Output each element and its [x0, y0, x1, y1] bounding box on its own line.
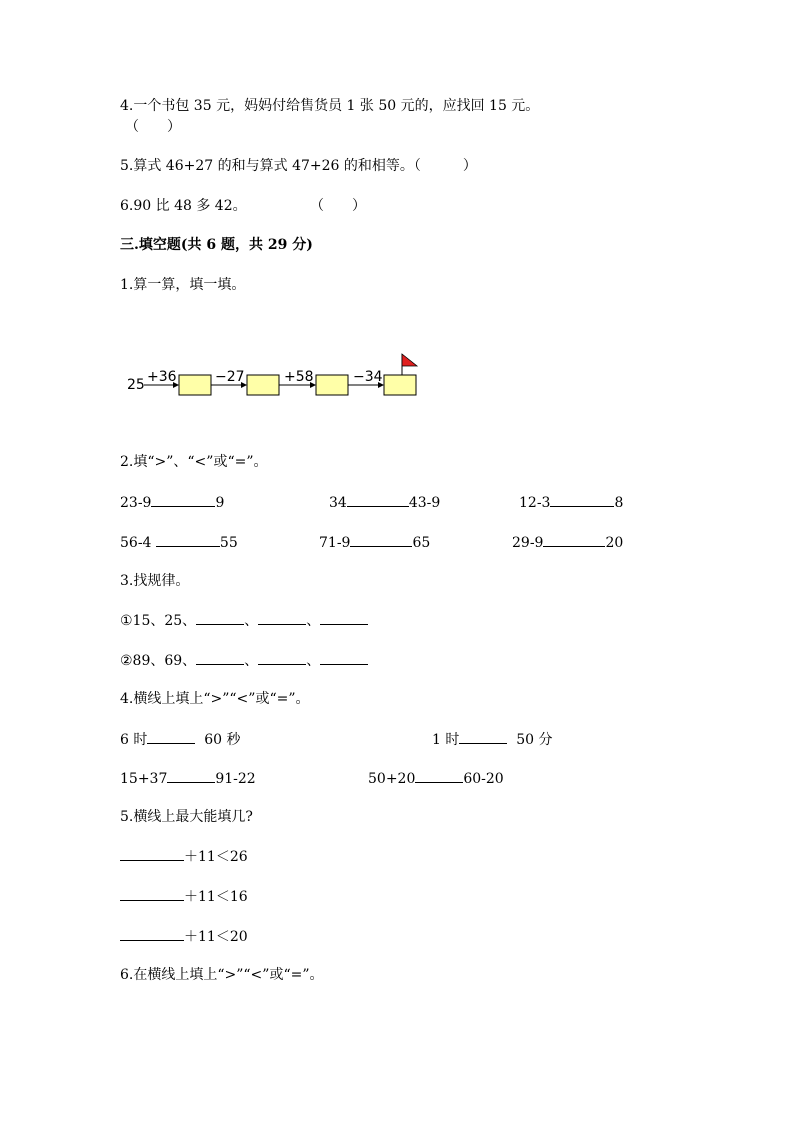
- pattern-blank[interactable]: [320, 611, 368, 625]
- compare-item: 50+20 60-20: [368, 771, 504, 787]
- chain-op-3: +58: [284, 369, 314, 385]
- judge-q4-answer-paren[interactable]: （ ）: [125, 119, 181, 135]
- compare-item: 29-9 20: [512, 535, 624, 551]
- compare-blank[interactable]: [151, 493, 215, 507]
- max-fill-blank[interactable]: [120, 927, 184, 941]
- compare-item: 6 时 60 秒: [120, 732, 241, 748]
- max-fill-row: ＋11＜16: [120, 887, 248, 906]
- compare-item: 1 时 50 分: [432, 732, 553, 748]
- judge-q6-text: 6.90 比 48 多 42。: [120, 198, 247, 214]
- flag-icon: [402, 354, 417, 366]
- chain-box-4[interactable]: [384, 375, 416, 395]
- compare-item: 71-9 65: [319, 535, 431, 551]
- compare-item: 23-9 9: [120, 495, 225, 511]
- fill-q3-prompt: 3.找规律。: [120, 573, 190, 589]
- pattern-blank[interactable]: [320, 651, 368, 665]
- chain-box-1[interactable]: [179, 375, 211, 395]
- compare-item: 15+37 91-22: [120, 771, 256, 787]
- chain-op-1: +36: [147, 369, 177, 385]
- chain-start-number: 25: [127, 377, 145, 393]
- pattern-blank[interactable]: [258, 611, 306, 625]
- compare-blank[interactable]: [156, 533, 220, 547]
- pattern-blank[interactable]: [196, 651, 244, 665]
- fill-q1-prompt: 1.算一算，填一填。: [120, 277, 246, 293]
- pattern-row-1: ①15、25、 、 、: [120, 611, 368, 630]
- compare-blank[interactable]: [550, 493, 614, 507]
- max-fill-blank[interactable]: [120, 887, 184, 901]
- fill-q4-prompt: 4.横线上填上“>”“<”或“=”。: [120, 691, 310, 707]
- compare-blank[interactable]: [415, 769, 463, 783]
- chain-op-2: −27: [215, 369, 245, 385]
- max-fill-row: ＋11＜20: [120, 927, 248, 946]
- compare-blank[interactable]: [147, 730, 195, 744]
- fill-q6-prompt: 6.在横线上填上“>”“<”或“=”。: [120, 967, 324, 983]
- max-fill-blank[interactable]: [120, 847, 184, 861]
- compare-blank[interactable]: [350, 533, 412, 547]
- compare-item: 12-3 8: [519, 495, 624, 511]
- compare-item: 56-4 55: [120, 535, 238, 551]
- chain-box-3[interactable]: [316, 375, 348, 395]
- compare-blank[interactable]: [167, 769, 215, 783]
- compare-blank[interactable]: [347, 493, 409, 507]
- max-fill-row: ＋11＜26: [120, 847, 248, 866]
- judge-q5: 5.算式 46+27 的和与算式 47+26 的和相等。（ ）: [120, 158, 477, 174]
- chain-box-2[interactable]: [247, 375, 279, 395]
- section-title: 三.填空题(共 6 题，共 29 分): [120, 237, 313, 253]
- fill-q2-prompt: 2.填“>”、“<”或“=”。: [120, 454, 268, 470]
- fill-q5-prompt: 5.横线上最大能填几?: [120, 809, 253, 825]
- compare-item: 34 43-9: [329, 495, 441, 511]
- calc-chain-diagram: [120, 350, 440, 410]
- judge-q6-answer-paren[interactable]: （ ）: [310, 198, 366, 214]
- chain-op-4: −34: [353, 369, 383, 385]
- pattern-row-2: ②89、69、 、 、: [120, 651, 368, 670]
- compare-blank[interactable]: [543, 533, 605, 547]
- judge-q4-line1: 4.一个书包 35 元，妈妈付给售货员 1 张 50 元的，应找回 15 元。: [120, 98, 540, 114]
- compare-blank[interactable]: [459, 730, 507, 744]
- pattern-blank[interactable]: [196, 611, 244, 625]
- pattern-blank[interactable]: [258, 651, 306, 665]
